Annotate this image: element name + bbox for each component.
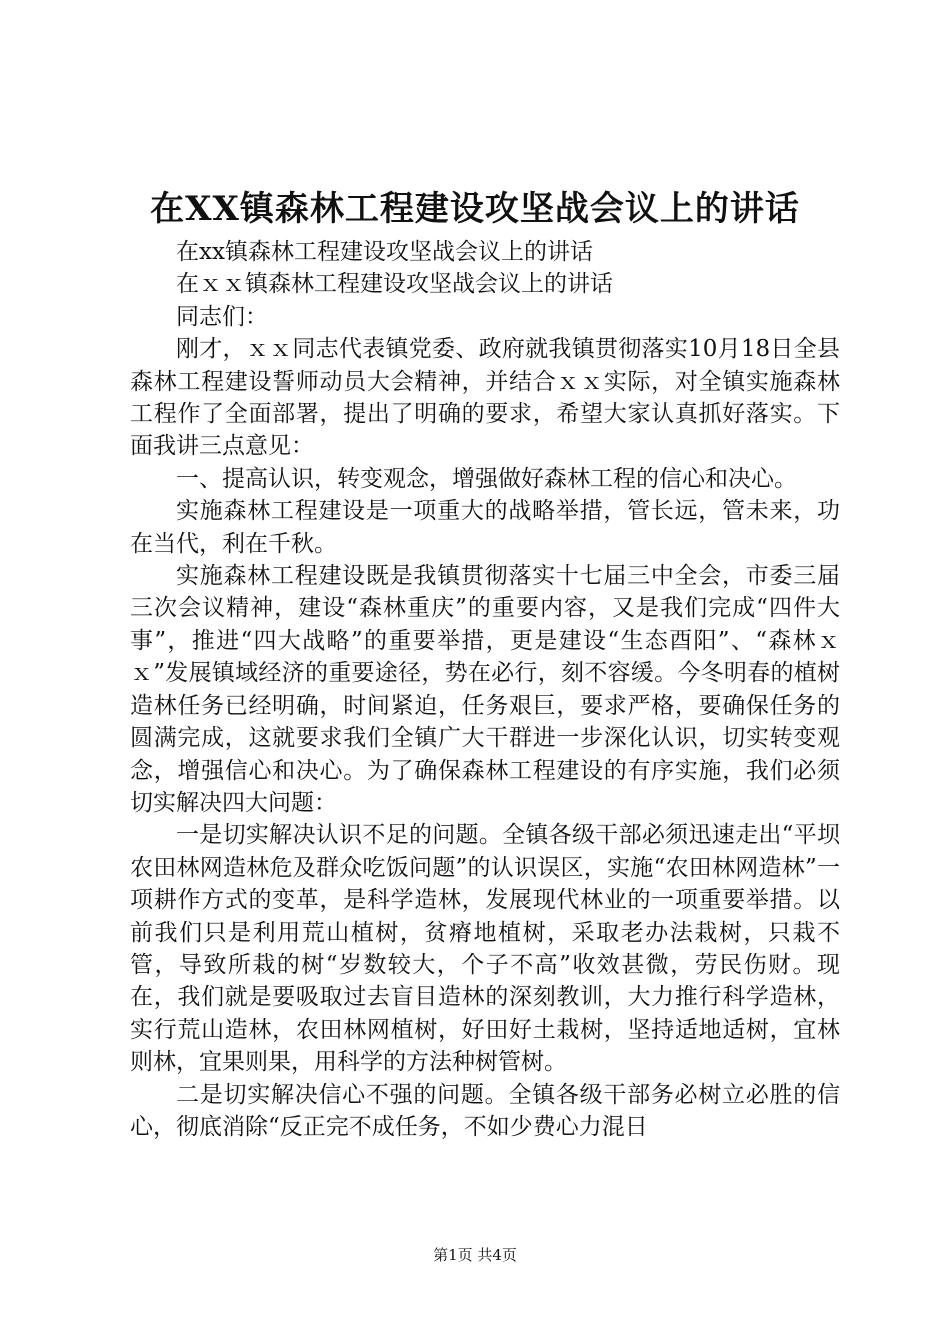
paragraph-body-3: 一是切实解决认识不足的问题。全镇各级干部必须迅速走出“平坝农田林网造林危及群众吃饭问题”的认识误区，实施“农田林网造林”一项耕作方式的变革，是科学造林，发展现代林业的一项重要举措。以前我们只是利用荒山植树，贫瘠地植树，采取老办法栽树，只栽不管，导致所栽的树“岁数较大，个子不高”收效甚微，劳民伤财。现在，我们就是要吸取过去盲目造林的深刻教训，大力推行科学造林，实行荒山造林，农田林网植树，好田好土栽树，坚持适地适树，宜林则林，宜果则果，用科学的方法种树管树。 [130,822,840,1076]
paragraph-heading-1: 一、提高认识，转变观念，增强做好森林工程的信心和决心。 [176,465,797,492]
paragraph-intro: 刚才，ｘｘ同志代表镇党委、政府就我镇贯彻落实10月18日全县森林工程建设誓师动员大会精神，并结合ｘｘ实际，对全镇实施森林工程作了全面部署，提出了明确的要求，希望大家认真抓好落实。下面我讲三点意见： [130,336,840,460]
paragraph-body-2: 实施森林工程建设既是我镇贯彻落实十七届三中全会，市委三届三次会议精神，建设“森林重庆”的重要内容，又是我们完成“四件大事”，推进“四大战略”的重要举措，更是建设“生态酉阳”、“森林ｘｘ”发展镇域经济的重要途径，势在必行，刻不容缓。今冬明春的植树造林任务已经明确，时间紧迫，任务艰巨，要求严格，要确保任务的圆满完成，这就要求我们全镇广大干群进一步深化认识，切实转变观念，增强信心和决心。为了确保森林工程建设的有序实施，我们必须切实解决四大问题： [130,563,840,816]
paragraph-body-4: 二是切实解决信心不强的问题。全镇各级干部务必树立必胜的信心，彻底消除“反正完不成任务，不如少费心力混日 [130,1081,840,1140]
page-title: 在XX镇森林工程建设攻坚战会议上的讲话 [150,189,800,229]
page-footer: 第1页 共4页 [433,1246,517,1264]
document-body [130,236,840,1143]
paragraph-subtitle-2: 在ｘｘ镇森林工程建设攻坚战会议上的讲话 [176,271,613,298]
paragraph-body-1: 实施森林工程建设是一项重大的战略举措，管长远，管未来，功在当代，利在千秋。 [130,498,840,557]
paragraph-subtitle-1: 在xx镇森林工程建设攻坚战会议上的讲话 [176,239,593,265]
paragraph-salutation: 同志们： [176,303,268,330]
